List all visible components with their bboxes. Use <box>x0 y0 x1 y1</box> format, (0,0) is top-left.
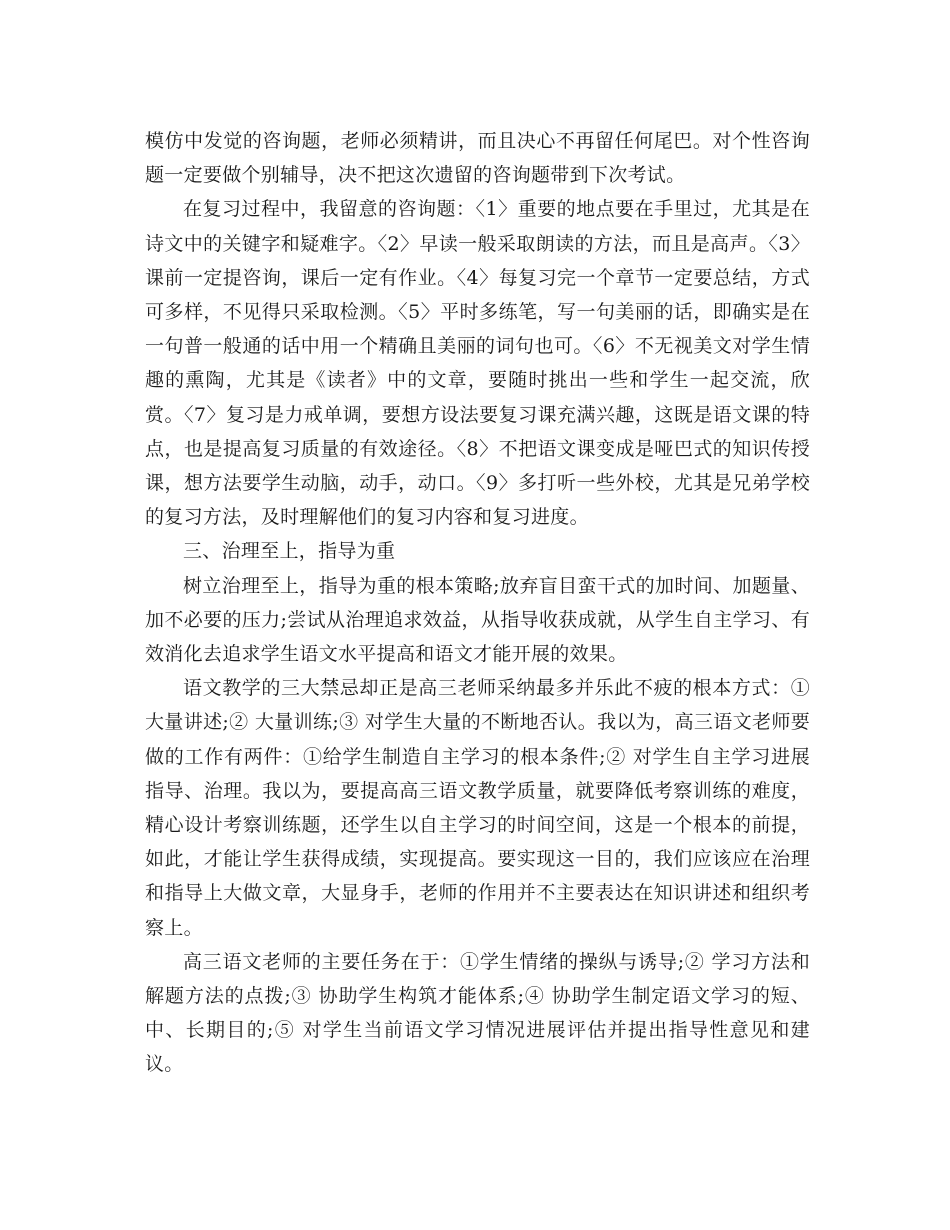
paragraph-tasks: 高三语文老师的主要任务在于：①学生情绪的操纵与诱导;② 学习方法和解题方法的点拨;③ 协助学生构筑才能体系;④ 协助学生制定语文学习的短、中、长期目的;⑤ 对学生当前语文学习情况进展评估并提出指导性意见和建议。 <box>145 950 810 1076</box>
document-body <box>145 124 810 1082</box>
paragraph-continuation: 模仿中发觉的咨询题，老师必须精讲，而且决心不再留任何尾巴。对个性咨询题一定要做个别辅导，决不把这次遗留的咨询题带到下次考试。 <box>145 130 810 187</box>
paragraph-taboos: 语文教学的三大禁忌却正是高三老师采纳最多并乐此不疲的根本方式：①大量讲述;② 大量训练;③ 对学生大量的不断地否认。我以为，高三语文老师要做的工作有两件：①给学生制造自主学习的根本条件;② 对学生自主学习进展指导、治理。我以为，要提高高三语文教学质量，就要降低考察训练的难度，精心设计考察训练题，还学生以自主学习的时间空间，这是一个根本的前提，如此，才能让学生获得成绩，实现提高。要实现这一目的，我们应该应在治理和指导上大做文章，大显身手，老师的作用并不主要表达在知识讲述和组织考察上。 <box>145 677 810 939</box>
paragraph-review-notes: 在复习过程中，我留意的咨询题：〈1〉重要的地点要在手里过，尤其是在诗文中的关键字和疑难字。〈2〉早读一般采取朗读的方法，而且是高声。〈3〉课前一定提咨询，课后一定有作业。〈4〉每复习完一个章节一定要总结，方式可多样，不见得只采取检测。〈5〉平时多练笔，写一句美丽的话，即确实是在一句普一般通的话中用一个精确且美丽的词句也可。〈6〉不无视美文对学生情趣的熏陶，尤其是《读者》中的文章，要随时挑出一些和学生一起交流，欣赏。〈7〉复习是力戒单调，要想方设法要复习课充满兴趣，这既是语文课的特点，也是提高复习质量的有效途径。〈8〉不把语文课变成是哑巴式的知识传授课，想方法要学生动脑，动手，动口。〈9〉多打听一些外校，尤其是兄弟学校的复习方法，及时理解他们的复习内容和复习进度。 <box>145 198 810 529</box>
section-heading: 三、治理至上，指导为重 <box>183 540 396 563</box>
paragraph-strategy: 树立治理至上，指导为重的根本策略;放弃盲目蛮干式的加时间、加题量、加不必要的压力;尝试从治理追求效益，从指导收获成就，从学生自主学习、有效消化去追求学生语文水平提高和语文才能开展的效果。 <box>145 574 810 666</box>
